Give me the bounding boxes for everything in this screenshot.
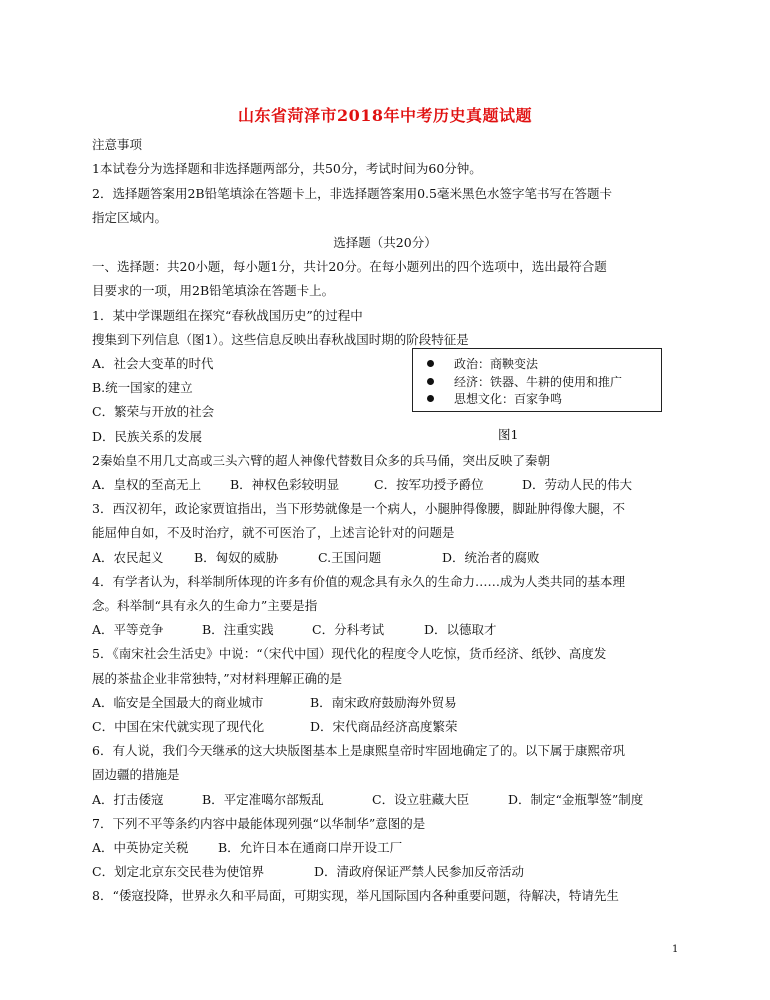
- q5-stem-line-2: 展的茶盐企业非常独特，”对材料理解正确的是: [92, 671, 343, 686]
- q7-stem: 7．下列不平等条约内容中最能体现列强“以华制华”意图的是: [92, 816, 426, 831]
- q1-option-a: A．社会大变革的时代: [92, 356, 214, 371]
- q1-option-c: C．繁荣与开放的社会: [92, 404, 215, 419]
- notice-heading: 注意事项: [92, 137, 143, 152]
- q7-option-c: C．划定北京东交民巷为使馆界: [92, 864, 265, 879]
- q2-option-c: C．按军功授予爵位: [374, 477, 484, 492]
- notice-item-2-line-2: 指定区域内。: [92, 210, 168, 225]
- section-instruction-line-1: 一、选择题：共20小题，每小题1分，共计20分。在每小题列出的四个选项中，选出最符合题: [92, 259, 607, 274]
- q1-stem-line-2: 搜集到下列信息（图1）。这些信息反映出春秋战国时期的阶段特征是: [92, 332, 469, 347]
- q5-option-c: C．中国在宋代就实现了现代化: [92, 719, 265, 734]
- q2-options: [92, 477, 632, 493]
- notice-item-1: 1本试卷分为选择题和非选择题两部分，共50分，考试时间为60分钟。: [92, 161, 482, 176]
- q6-option-b: B．平定准噶尔部叛乱: [202, 792, 324, 807]
- q7-options-row-2: [92, 864, 524, 880]
- q3-option-d: D．统治者的腐败: [442, 550, 540, 565]
- q6-option-d: D．制定“金瓶掣签”制度: [508, 792, 644, 807]
- q5-option-a: A．临安是全国最大的商业城市: [92, 695, 264, 710]
- q5-stem-line-1: 5．《南宋社会生活史》中说：“（宋代中国）现代化的程度令人吃惊，货币经济、纸钞、高度发: [92, 646, 607, 661]
- q3-stem-line-1: 3．西汉初年，政论家贾谊指出，当下形势就像是一个病人，小腿肿得像腰，脚趾肿得像大腿，不: [92, 501, 625, 516]
- q4-option-b: B．注重实践: [202, 622, 274, 637]
- q4-option-c: C．分科考试: [312, 622, 385, 637]
- q1-stem-line-1: 1．某中学课题组在探究“春秋战国历史”的过程中: [92, 308, 363, 323]
- q3-options: [92, 550, 540, 566]
- q2-option-a: A．皇权的至高无上: [92, 477, 202, 492]
- q3-option-a: A．农民起义: [92, 550, 164, 565]
- q3-option-c: C.王国问题: [318, 550, 382, 565]
- section-instruction-line-2: 目要求的一项，用2B铅笔填涂在答题卡上。: [92, 283, 335, 298]
- page-title: 山东省菏泽市2018年中考历史真题试题: [237, 106, 533, 125]
- q2-option-d: D．劳动人民的伟大: [522, 477, 633, 492]
- q4-stem-line-2: 念。科举制“具有永久的生命力”主要是指: [92, 598, 318, 613]
- q4-option-d: D．以德取才: [424, 622, 497, 637]
- q6-stem-line-2: 固边疆的措施是: [92, 767, 180, 782]
- figure-1-item: 思想文化：百家争鸣: [427, 390, 661, 409]
- page-number: 1: [672, 944, 679, 955]
- q3-option-b: B．匈奴的威胁: [194, 550, 279, 565]
- q6-option-c: C．设立驻藏大臣: [372, 792, 470, 807]
- q4-options: [92, 622, 497, 638]
- figure-1-item: 政治：商鞅变法: [427, 355, 661, 374]
- q7-option-d: D．清政府保证严禁人民参加反帝活动: [314, 864, 525, 879]
- bullet-icon: [427, 395, 434, 402]
- q4-option-a: A．平等竞争: [92, 622, 164, 637]
- figure-1-caption: 图1: [498, 427, 519, 442]
- notice-item-2-line-1: 2．选择题答案用2B铅笔填涂在答题卡上，非选择题答案用0.5毫米黑色水签字笔书写在答题卡: [92, 186, 612, 201]
- q3-stem-line-2: 能屈伸自如，不及时治疗，就不可医治了，上述言论针对的问题是: [92, 525, 455, 540]
- q5-options-row-1: [92, 695, 457, 711]
- q6-option-a: A．打击倭寇: [92, 792, 164, 807]
- q5-options-row-2: [92, 719, 458, 735]
- figure-1-box: [412, 348, 662, 412]
- q7-options-row-1: [92, 840, 402, 856]
- q5-option-d: D．宋代商品经济高度繁荣: [310, 719, 458, 734]
- figure-1-item: 经济：铁器、牛耕的使用和推广: [427, 373, 661, 392]
- q6-stem-line-1: 6．有人说，我们今天继承的这大块版图基本上是康熙皇帝时牢固地确定了的。以下属于康熙帝巩: [92, 743, 625, 758]
- q7-option-a: A．中英协定关税: [92, 840, 189, 855]
- q1-option-b: B.统一国家的建立: [92, 380, 193, 395]
- q1-option-d: D．民族关系的发展: [92, 429, 203, 444]
- q7-option-b: B．允许日本在通商口岸开设工厂: [218, 840, 403, 855]
- q8-stem-line-1: 8．“倭寇投降，世界永久和平局面，可期实现，举凡国际国内各种重要问题，待解决，特请先生: [92, 888, 619, 903]
- q6-options: [92, 792, 643, 808]
- bullet-icon: [427, 378, 434, 385]
- q4-stem-line-1: 4．有学者认为，科举制所体现的许多有价值的观念具有永久的生命力……成为人类共同的基本理: [92, 574, 625, 589]
- bullet-icon: [427, 360, 434, 367]
- section-heading: 选择题（共20分）: [333, 235, 437, 250]
- q5-option-b: B．南宋政府鼓励海外贸易: [310, 695, 457, 710]
- q2-option-b: B．神权色彩较明显: [230, 477, 340, 492]
- q2-stem: 2秦始皇不用几丈高或三头六臂的超人神像代替数目众多的兵马俑，突出反映了秦朝: [92, 453, 550, 468]
